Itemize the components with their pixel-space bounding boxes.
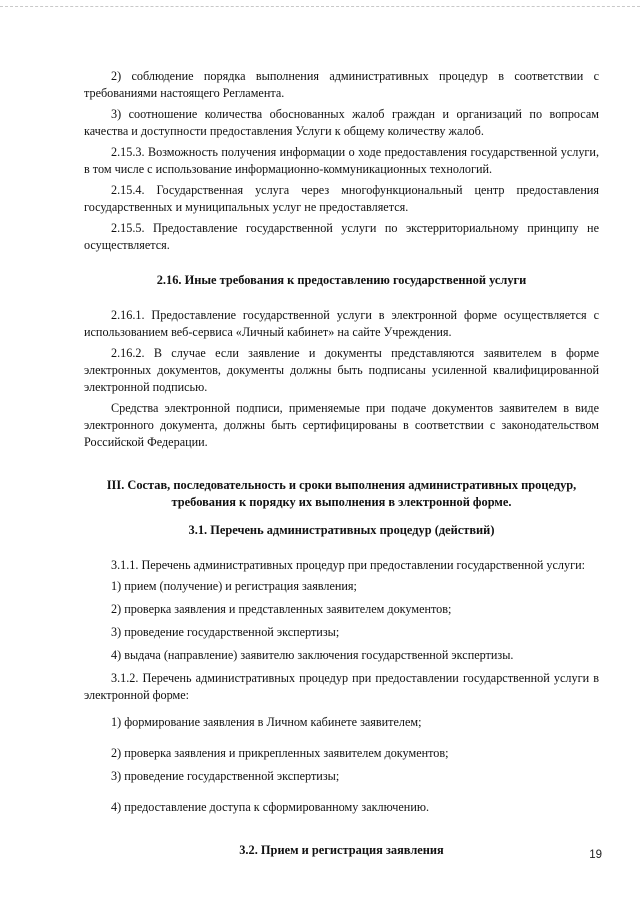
list-item: 4) выдача (направление) заявителю заключения государственной экспертизы. [111,648,514,662]
paragraph-2-16-1: 2.16.1. Предоставление государственной услуги в электронной форме осуществляется с использованием веб-сервиса «Личный кабинет» на сайте Учреждения. [84,308,599,339]
scan-top-edge [0,6,640,7]
document-page [84,68,599,859]
heading-2-16: 2.16. Иные требования к предоставлению государственной услуги [156,273,527,287]
heading-3-2: 3.2. Прием и регистрация заявления [239,843,444,857]
paragraph-3-1-1: 3.1.1. Перечень административных процедур при предоставлении государственной услуги: [111,558,586,572]
list-item: 4) предоставление доступа к сформированному заключению. [111,800,429,814]
list-item: 3) проведение государственной экспертизы; [111,625,340,639]
page-number: 19 [589,849,602,861]
paragraph-2-16-2: 2.16.2. В случае если заявление и документы представляются заявителем в форме электронных документов, документы должны быть подписаны усиленной квалифицированной электронной подписью. [84,346,599,394]
list-item: 1) прием (получение) и регистрация заявления; [111,579,357,593]
paragraph-3-1-2: 3.1.2. Перечень административных процедур при предоставлении государственной услуги в электронной форме: [84,671,599,702]
paragraph-2-15-3: 2.15.3. Возможность получения информации о ходе предоставления государственной услуги, в том числе с использование информационно-коммуникационных технологий. [84,145,599,176]
paragraph-complaints-ratio: 3) соотношение количества обоснованных жалоб граждан и организаций по вопросам качества и доступности предоставления Услуги к общему количеству жалоб. [84,107,599,138]
heading-3-1: 3.1. Перечень административных процедур (действий) [188,523,495,537]
paragraph-compliance: 2) соблюдение порядка выполнения административных процедур в соответствии с требованиями настоящего Регламента. [84,69,599,100]
heading-section-III-line2: требования к порядку их выполнения в электронной форме. [171,495,512,509]
list-item: 3) проведение государственной экспертизы; [111,769,340,783]
paragraph-e-signature: Средства электронной подписи, применяемые при подаче документов заявителем в виде электронного документа, должны быть сертифицированы в соответствии с законодательством Российской Федерации. [84,401,599,449]
list-item: 1) формирование заявления в Личном кабинете заявителем; [111,715,422,729]
paragraph-2-15-4: 2.15.4. Государственная услуга через многофункциональный центр предоставления государственных и муниципальных услуг не предоставляется. [84,183,599,214]
paragraph-2-15-5: 2.15.5. Предоставление государственной услуги по экстерриториальному принципу не осуществляется. [84,221,599,252]
list-item: 2) проверка заявления и представленных заявителем документов; [111,602,452,616]
heading-section-III-line1: III. Состав, последовательность и сроки выполнения административных процедур, [106,478,577,492]
list-item: 2) проверка заявления и прикрепленных заявителем документов; [111,746,449,760]
